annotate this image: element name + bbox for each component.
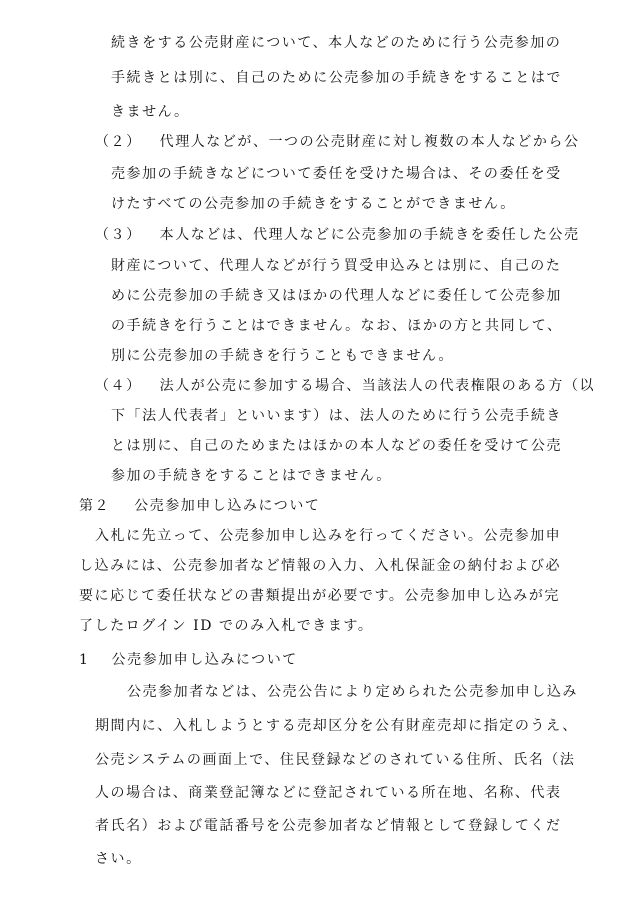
- line-text: 者氏名）および電話番号を公売参加者など情報として登録してくだ: [95, 818, 562, 834]
- line-text: 人の場合は、商業登記簿などに登記されている所在地、名称、代表: [95, 785, 562, 801]
- text-line: [95, 527, 561, 545]
- line-text: 手続きとは別に、自己のために公売参加の手続きをすることはで: [111, 70, 562, 86]
- text-line: [95, 751, 575, 769]
- line-text: の手続きを行うことはできません。なお、ほかの方と共同して、: [111, 318, 563, 334]
- list-item: [95, 377, 595, 395]
- text-line: [111, 165, 562, 183]
- text-line: [111, 407, 562, 425]
- text-line: [127, 683, 578, 701]
- list-item: [95, 226, 580, 244]
- subsection-heading: [79, 651, 298, 669]
- line-text: 参加の手続きをすることはできません。: [111, 468, 392, 484]
- line-text: とは別に、自己のためまたはほかの本人などの委任を受けて公売: [111, 438, 562, 454]
- text-line: [95, 717, 578, 735]
- text-line: [95, 850, 142, 868]
- line-text: 了したログイン ID でのみ入札できます。: [79, 618, 374, 634]
- line-text: し込みには、公売参加者など情報の入力、入札保証金の納付および必: [79, 558, 562, 574]
- line-text: 法人が公売に参加する場合、当該法人の代表権限のある方（以: [159, 378, 596, 394]
- line-text: さい。: [95, 851, 142, 867]
- text-line: [111, 103, 190, 121]
- line-text: 期間内に、入札しようとする売却区分を公有財産売却に指定のうえ、: [95, 718, 578, 734]
- line-text: 別に公売参加の手続きを行うこともできません。: [111, 348, 454, 364]
- text-line: [111, 467, 392, 485]
- line-text: 売参加の手続きなどについて委任を受けた場合は、その委任を受: [111, 166, 562, 182]
- line-text: 要に応じて委任状などの書類提出が必要です。公売参加申し込みが完: [79, 588, 560, 604]
- line-text: きません。: [111, 104, 190, 120]
- text-line: [111, 287, 562, 305]
- text-line: [111, 34, 561, 52]
- line-text: めに公売参加の手続き又はほかの代理人などに委任して公売参加: [111, 288, 562, 304]
- line-text: 入札に先立って、公売参加申し込みを行ってください。公売参加申: [95, 528, 562, 544]
- text-line: [79, 557, 561, 575]
- section-number: 第２: [79, 498, 111, 514]
- subsection-title: 公売参加申し込みについて: [111, 652, 298, 668]
- text-line: [111, 257, 561, 275]
- item-number: （３）: [95, 227, 142, 243]
- text-line: [79, 617, 373, 635]
- text-line: [79, 587, 560, 605]
- text-line: [111, 347, 454, 365]
- text-line: [111, 437, 562, 455]
- line-text: けたすべての公売参加の手続きをすることができません。: [111, 196, 516, 212]
- item-number: （４）: [95, 378, 142, 394]
- line-text: 下「法人代表者」といいます）は、法人のために行う公売手続き: [111, 408, 562, 424]
- text-line: [111, 69, 562, 87]
- line-text: 財産について、代理人などが行う買受申込みとは別に、自己のた: [111, 258, 562, 274]
- list-item: [95, 133, 580, 151]
- subsection-number: 1: [79, 652, 90, 668]
- section-heading: [79, 497, 320, 515]
- line-text: 代理人などが、一つの公売財産に対し複数の本人などから公: [159, 134, 580, 150]
- text-line: [111, 317, 563, 335]
- line-text: 公売システムの画面上で、住民登録などのされている住所、氏名（法: [95, 752, 576, 768]
- text-line: [95, 784, 562, 802]
- text-line: [111, 195, 516, 213]
- item-number: （２）: [95, 134, 142, 150]
- line-text: 本人などは、代理人などに公売参加の手続きを委任した公売: [159, 227, 580, 243]
- text-line: [95, 817, 562, 835]
- line-text: 続きをする公売財産について、本人などのために行う公売参加の: [111, 35, 562, 51]
- section-title: 公売参加申し込みについて: [134, 498, 321, 514]
- line-text: 公売参加者などは、公売公告により定められた公売参加申し込み: [127, 684, 578, 700]
